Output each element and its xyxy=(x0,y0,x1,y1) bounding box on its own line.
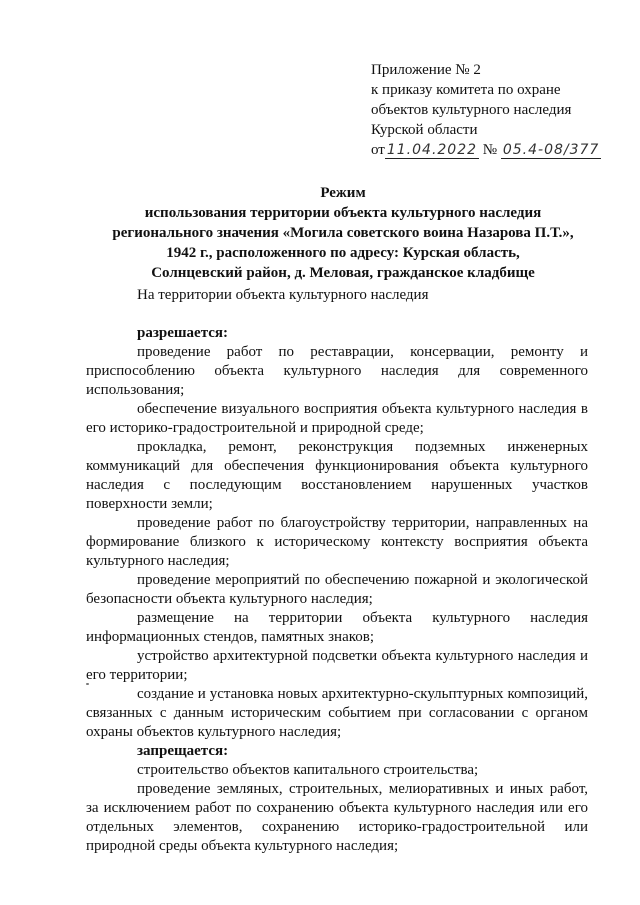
allowed-item: проведение мероприятий по обеспечению пожарной и экологической безопасности объекта культурного наследия; xyxy=(86,572,588,607)
lead-paragraph: На территории объекта культурного наследия xyxy=(137,287,429,303)
appendix-line: объектов культурного наследия xyxy=(371,102,572,118)
allowed-item: создание и установка новых архитектурно-скульптурных композиций, связанных с данным историческим событием при согласовании с органом охраны объектов культурного наследия; xyxy=(86,686,588,740)
order-number: 05.4-08/377 xyxy=(502,142,600,158)
forbidden-heading: запрещается: xyxy=(137,743,229,759)
order-date-number-line xyxy=(371,140,601,160)
allowed-item: размещение на территории объекта культурного наследия информационных стендов, памятных знаков; xyxy=(86,610,588,645)
title-line: 1942 г., расположенного по адресу: Курская область, xyxy=(166,245,520,261)
title-line: регионального значения «Могила советского воина Назарова П.Т.», xyxy=(112,225,574,241)
title-line: использования территории объекта культурного наследия xyxy=(144,205,542,221)
appendix-header xyxy=(371,60,601,160)
document-body xyxy=(86,286,588,856)
title-line: Солнцевский район, д. Меловая, гражданское кладбище xyxy=(151,265,535,281)
order-date: 11.04.2022 xyxy=(386,142,478,158)
from-label: от xyxy=(371,142,385,158)
number-label: № xyxy=(482,142,498,158)
title-line: Режим xyxy=(320,185,366,201)
appendix-line: Приложение № 2 xyxy=(371,62,481,78)
appendix-line: к приказу комитета по охране xyxy=(371,82,561,98)
allowed-heading: разрешается: xyxy=(137,325,229,341)
allowed-item: устройство архитектурной подсветки объекта культурного наследия и его территории; xyxy=(86,648,588,683)
allowed-item: проведение работ по благоустройству территории, направленных на формирование близкого к историческому контексту восприятия объекта культурного наследия; xyxy=(86,515,588,569)
allowed-item: проведение работ по реставрации, консервации, ремонту и приспособлению объекта культурного наследия для современного использования; xyxy=(86,344,588,398)
forbidden-item: строительство объектов капитального строительства; xyxy=(137,762,479,778)
allowed-item: обеспечение визуального восприятия объекта культурного наследия в его историко-градостроительной и природной среде; xyxy=(86,401,588,436)
forbidden-item: проведение земляных, строительных, мелиоративных и иных работ, за исключением работ по сохранению объекта культурного наследия или его отдельных элементов, сохранению историко-градостроительной или природной среды объекта культурного наследия; xyxy=(86,781,588,854)
appendix-line: Курской области xyxy=(371,122,478,138)
allowed-item: прокладка, ремонт, реконструкция подземных инженерных коммуникаций для обеспечения функционирования объекта культурного наследия с последующим восстановлением нарушенных участков поверхности земли; xyxy=(86,439,588,512)
document-title xyxy=(98,183,588,283)
